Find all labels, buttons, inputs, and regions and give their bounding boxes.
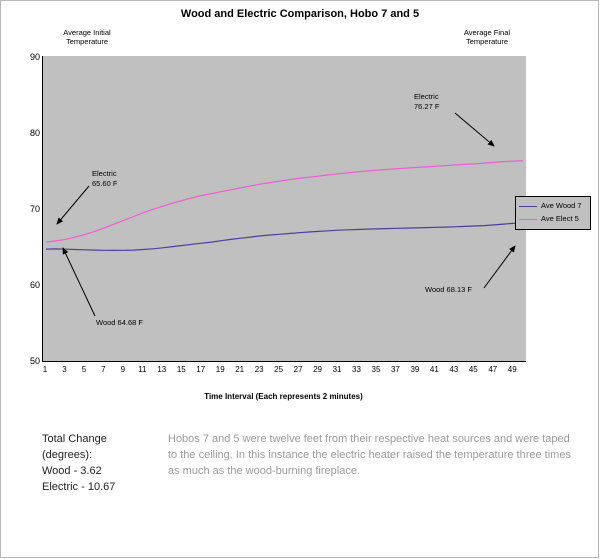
x-tick-25: 25	[274, 365, 284, 374]
x-tick-39: 39	[410, 365, 420, 374]
y-tick-90: 90	[29, 52, 40, 62]
x-tick-41: 41	[429, 365, 439, 374]
x-tick-23: 23	[254, 365, 264, 374]
x-tick-17: 17	[196, 365, 206, 374]
x-tick-13: 13	[157, 365, 167, 374]
x-tick-19: 19	[215, 365, 225, 374]
y-tick-60: 60	[29, 280, 40, 290]
y-tick-80: 80	[29, 128, 40, 138]
chart-title: Wood and Electric Comparison, Hobo 7 and 5	[180, 8, 420, 20]
x-tick-35: 35	[371, 365, 381, 374]
legend-swatch-line-icon	[519, 219, 537, 220]
annotation-wood-final: Wood 68.13 F	[425, 285, 472, 294]
x-tick-5: 5	[81, 365, 87, 374]
annotation-wood-initial: Wood 64.68 F	[96, 318, 143, 327]
x-tick-1: 1	[42, 365, 48, 374]
x-tick-37: 37	[390, 365, 400, 374]
x-tick-11: 11	[138, 365, 147, 374]
plot-area	[42, 56, 526, 362]
x-tick-31: 31	[332, 365, 342, 374]
description-paragraph: Hobos 7 and 5 were twelve feet from their respective heat sources and were taped to the ceiling. In this instance the electric heater raised the temperature three times as much as the wood-burning fireplace.	[168, 433, 571, 477]
x-tick-47: 47	[488, 365, 498, 374]
legend	[515, 196, 591, 230]
annotation-electric-initial: Electric 65.60 F	[92, 169, 118, 188]
plot-lines	[43, 56, 526, 361]
legend-item-wood: Ave Wood 7	[519, 200, 582, 211]
x-tick-43: 43	[449, 365, 459, 374]
y-tick-70: 70	[29, 204, 40, 214]
x-axis-title: Time Interval (Each represents 2 minutes)	[204, 392, 363, 401]
annotation-average-initial-temperature: Average Initial Temperature	[63, 28, 111, 47]
x-tick-3: 3	[62, 365, 67, 374]
x-tick-33: 33	[352, 365, 361, 374]
legend-item-electric: Ave Elect 5	[519, 213, 579, 224]
x-tick-49: 49	[507, 365, 517, 374]
x-tick-29: 29	[313, 365, 323, 374]
x-tick-21: 21	[235, 365, 245, 374]
annotation-average-final-temperature: Average Final Temperature	[463, 28, 511, 47]
y-tick-50: 50	[29, 356, 40, 366]
totals-block: Total Change (degrees): Wood - 3.62 Electric - 10.67	[42, 433, 116, 493]
x-tick-15: 15	[176, 365, 186, 374]
legend-swatch-line-icon	[519, 206, 537, 207]
x-tick-7: 7	[101, 365, 106, 374]
x-tick-9: 9	[120, 365, 126, 374]
x-tick-45: 45	[468, 365, 478, 374]
annotation-electric-final: Electric 76.27 F	[414, 92, 440, 111]
x-tick-27: 27	[293, 365, 303, 374]
